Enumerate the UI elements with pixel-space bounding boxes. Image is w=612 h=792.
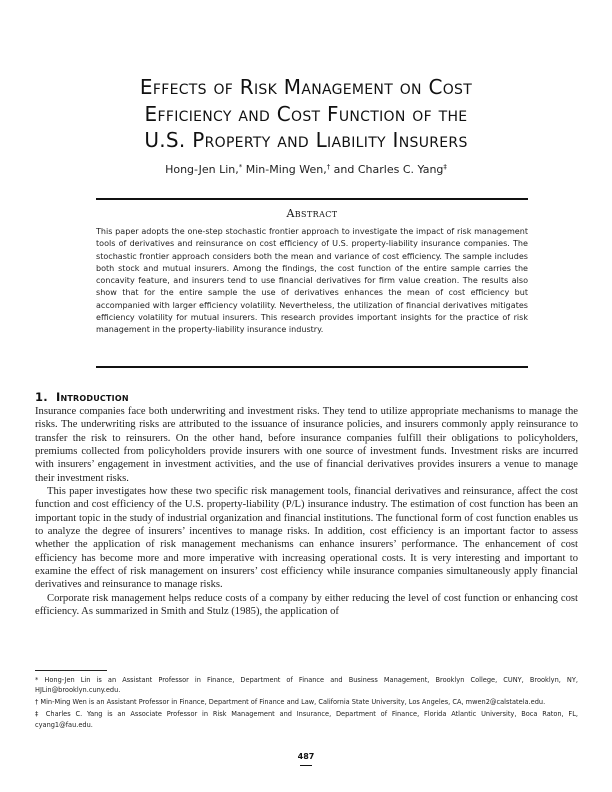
footnote: * Hong-Jen Lin is an Assistant Professor in Finance, Department of Finance and Business Management, Brooklyn College, CUNY, Brooklyn, NY, HJLin@brooklyn.cuny.edu.	[35, 676, 578, 695]
author-footnote-mark: †	[326, 163, 331, 171]
footnote-rule	[35, 670, 107, 671]
footnote: ‡ Charles C. Yang is an Associate Professor in Risk Management and Insurance, Department of Finance, Florida Atlantic University, Boca Raton, FL, cyang1@fau.edu.	[35, 710, 578, 729]
author-list	[60, 163, 552, 176]
page-number: 487	[297, 752, 315, 761]
author-name: Hong-Jen Lin,	[165, 163, 239, 176]
section-title: Introduction	[56, 390, 129, 404]
author-name: Min-Ming Wen,	[242, 163, 327, 176]
author-footnote-mark: *	[238, 163, 243, 171]
section-body	[35, 405, 578, 619]
author-footnote-mark: ‡	[443, 163, 447, 171]
body-paragraph: This paper investigates how these two specific risk management tools, financial derivatives and reinsurance, affect the cost function and cost efficiency of the U.S. property-liability (P/L) insurance industry. The estimation of cost function has been an important topic in the study of industrial organization and financial institutions. The functional form of cost function enables us to analyze the degree of insurers’ incentives to manage risks. In addition, cost efficiency is an important factor to assess whether the application of risk management mechanisms can enhance insurers’ performance. The enhancement of cost efficiency has become more and more imperative with increasing operational costs. It is very interesting and important to examine the effect of risk management on insurers’ cost efficiency while insurance companies simultaneously apply financial derivatives and reinsurance to manage risks.	[35, 486, 578, 591]
page-number-underline	[300, 765, 312, 766]
abstract-top-rule	[96, 198, 528, 200]
abstract-heading: Abstract	[286, 207, 338, 220]
abstract-bottom-rule	[96, 366, 528, 368]
body-paragraph: Insurance companies face both underwriting and investment risks. They tend to utilize appropriate mechanisms to manage the risks. The underwriting risks are attributed to the issuance of insurance policies, and insurers commonly apply reinsurance to transfer the risk to reinsurers. On the other hand, before insurance companies fulfill their obligations to policyholders, premiums collected from policyholders provide insurers with one source of investment funds. Investment risks are incurred with insurers’ engagement in investment activities, and the use of financial derivatives provides insurers a venue to manage their investment risks.	[35, 406, 578, 484]
section-heading	[35, 390, 129, 404]
abstract-text: This paper adopts the one-step stochastic frontier approach to investigate the impact of risk management tools of derivatives and reinsurance on cost efficiency of U.S. property-liability insurance companies. The stochastic frontier approach considers both the mean and variance of cost efficiency. The sample includes both stock and mutual insurers. Among the findings, the cost function of the entire sample carries the concavity feature, and insurers tend to use financial derivatives for firm value creation. The results also show that for the entire sample the use of derivatives enhances the mean of cost efficiency but accompanied with larger efficiency volatility. Nevertheless, the utilization of financial derivatives mitigates efficiency volatility for mutual insurers. This research provides important insights for the practice of risk management in the property-liability insurance industry.	[96, 227, 528, 335]
footnote: † Min-Ming Wen is an Assistant Professor in Finance, Department of Finance and Law, California State University, Los Angeles, CA, mwen2@calstatela.edu.	[35, 698, 546, 707]
title-line: U.S. Property and Liability Insurers	[144, 128, 468, 152]
paper-title	[60, 74, 552, 154]
footnotes	[35, 675, 578, 732]
author-name: and Charles C. Yang	[330, 163, 444, 176]
title-line: Effects of Risk Management on Cost	[139, 75, 473, 99]
body-paragraph: Corporate risk management helps reduce costs of a company by either reducing the level of cost function or enhancing cost efficiency. As summarized in Smith and Stulz (1985), the application of	[35, 592, 578, 618]
title-line: Efficiency and Cost Function of the	[144, 101, 468, 126]
section-number: 1.	[35, 390, 48, 404]
